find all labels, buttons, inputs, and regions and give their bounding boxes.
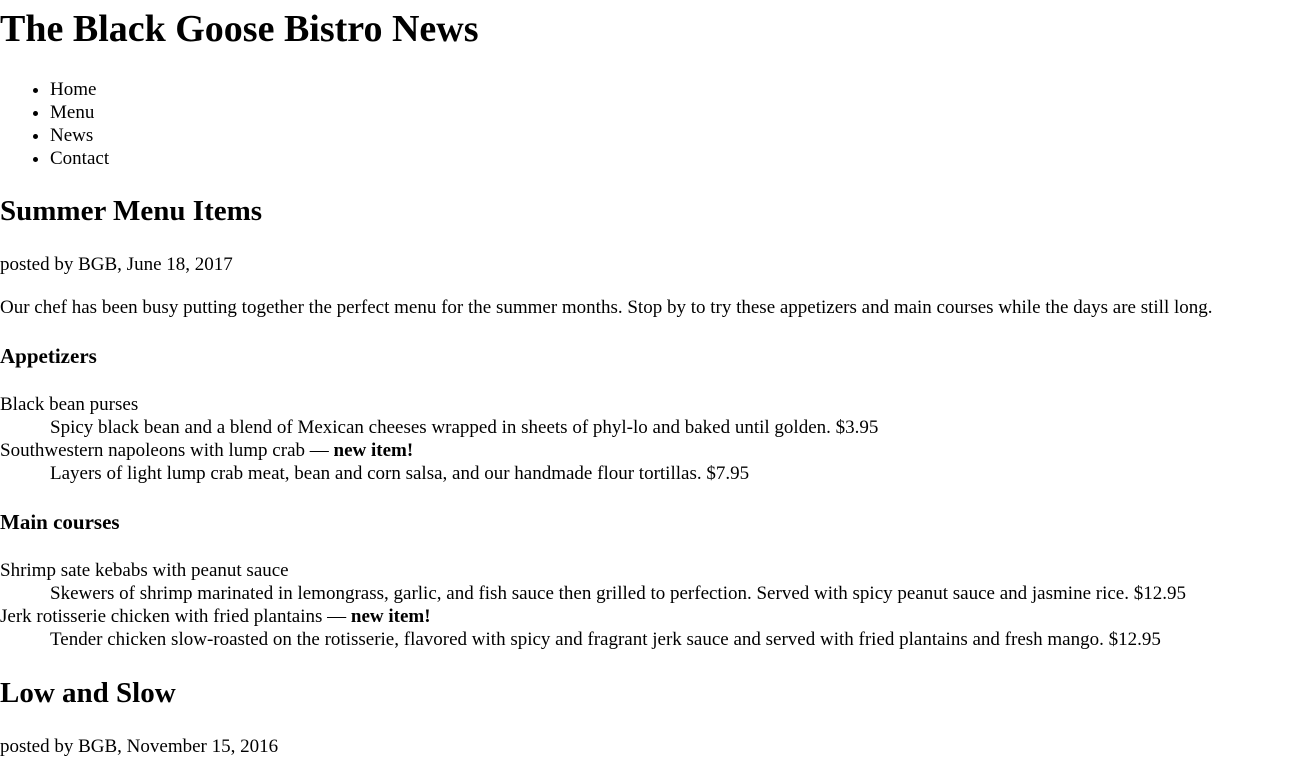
article-intro: Our chef has been busy putting together the perfect menu for the summer months. Stop by to try these appetizers and main courses while the days are still long. [0, 297, 1213, 318]
nav-item-contact[interactable] [50, 147, 109, 170]
main-nav [0, 78, 109, 170]
site-title: The Black Goose Bistro News [0, 8, 479, 50]
main-courses-list [0, 559, 1186, 651]
nav-link-contact[interactable]: Contact [50, 148, 110, 169]
menu-item-name-text: Jerk rotisserie chicken with fried plantains — [0, 606, 351, 627]
article-title-summer-menu: Summer Menu Items [0, 195, 263, 227]
article-byline: posted by BGB, November 15, 2016 [0, 736, 279, 757]
menu-item-name-text: Southwestern napoleons with lump crab — [0, 440, 334, 461]
menu-item-name [0, 559, 1186, 582]
nav-item-menu[interactable] [50, 101, 109, 124]
nav-item-news[interactable] [50, 124, 109, 147]
menu-item-description: Skewers of shrimp marinated in lemongrass, garlic, and fish sauce then grilled to perfection. Served with spicy peanut sauce and jasmine rice. $12.95 [50, 583, 1186, 604]
nav-link-menu[interactable]: Menu [50, 102, 95, 123]
menu-item-name-text: Shrimp sate kebabs with peanut sauce [0, 560, 289, 581]
menu-item-description: Tender chicken slow-roasted on the rotisserie, flavored with spicy and fragrant jerk sauce and served with fried plantains and fresh mango. $12.95 [50, 629, 1161, 650]
menu-item-description: Spicy black bean and a blend of Mexican cheeses wrapped in sheets of phyl-lo and baked until golden. $3.95 [50, 417, 879, 438]
appetizers-list [0, 393, 878, 485]
menu-item-name-text: Black bean purses [0, 394, 139, 415]
menu-item-description: Layers of light lump crab meat, bean and corn salsa, and our handmade flour tortillas. $7.95 [50, 463, 750, 484]
new-item-badge: new item! [333, 440, 414, 461]
menu-item-name [0, 393, 878, 416]
appetizers-heading: Appetizers [0, 344, 97, 368]
menu-item-name [0, 439, 878, 462]
article-title-low-and-slow: Low and Slow [0, 677, 176, 709]
main-courses-heading: Main courses [0, 510, 120, 534]
nav-item-home[interactable] [50, 78, 109, 101]
article-byline: posted by BGB, June 18, 2017 [0, 254, 233, 275]
menu-item-name [0, 605, 1186, 628]
new-item-badge: new item! [350, 606, 431, 627]
nav-link-home[interactable]: Home [50, 79, 97, 100]
nav-link-news[interactable]: News [50, 125, 94, 146]
